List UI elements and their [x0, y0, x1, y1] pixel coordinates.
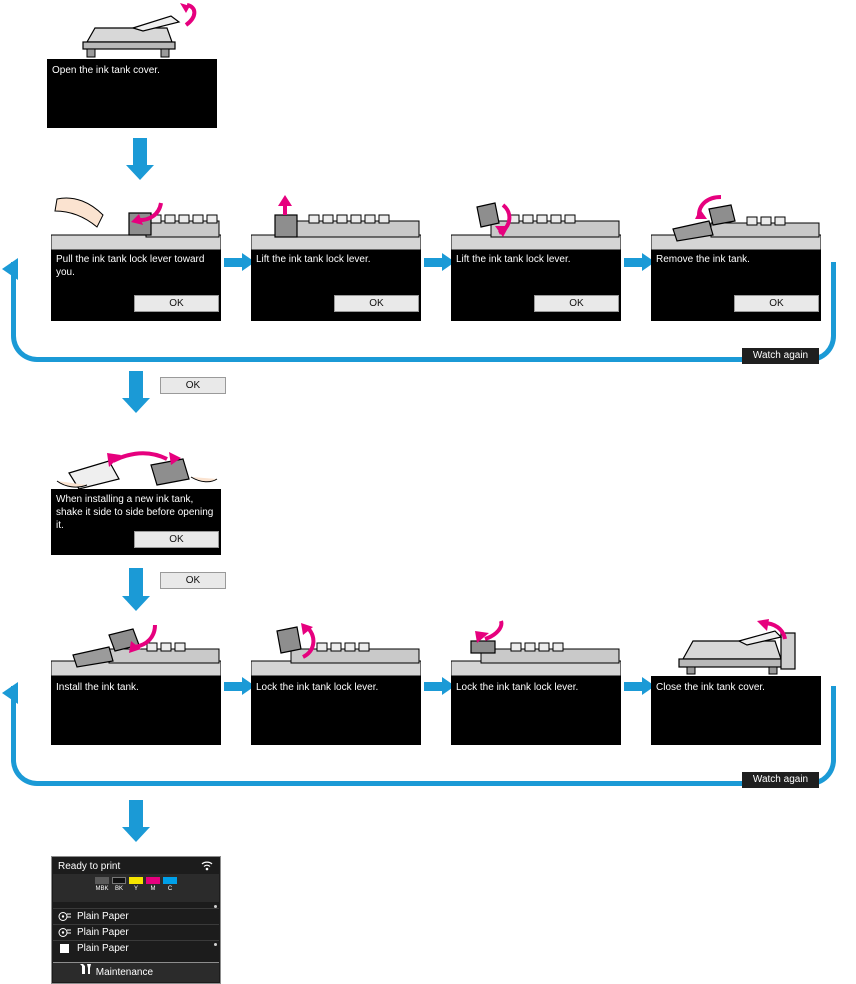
arrow-down-1: [133, 138, 147, 166]
ok-button-lift-lever-b[interactable]: OK: [534, 295, 619, 312]
watch-again-row2[interactable]: Watch again: [742, 772, 819, 788]
ink-label-y: Y: [133, 886, 138, 892]
illustration-remove-tank: [651, 193, 821, 250]
arrow-down-3: [129, 568, 143, 597]
ok-badge-1[interactable]: OK: [160, 377, 226, 394]
illustration-lock-lever-b: [451, 619, 621, 676]
status-row-label-2: Plain Paper: [77, 927, 129, 938]
loop-path-row1: [11, 262, 836, 362]
illustration-shake-tank: [51, 451, 221, 489]
step-caption-close-cover: Close the ink tank cover.: [656, 682, 765, 693]
ok-button-lift-lever-a[interactable]: OK: [334, 295, 419, 312]
ok-badge-2[interactable]: OK: [160, 572, 226, 589]
illustration-lift-lever-b: [451, 193, 621, 250]
ink-labels: [95, 886, 177, 892]
illustration-pull-lever: [51, 193, 221, 250]
illustration-open-cover: [47, 2, 217, 59]
illustration-install-tank: [51, 619, 221, 676]
wifi-icon: [200, 860, 214, 874]
printer-status-screen[interactable]: [51, 856, 221, 984]
step-caption-install-tank: Install the ink tank.: [56, 682, 139, 693]
step-caption-lock-lever-a: Lock the ink tank lock lever.: [256, 682, 379, 693]
status-row-roll-1[interactable]: [53, 908, 219, 924]
ink-bar-c: [163, 877, 177, 884]
ink-bar-m: [146, 877, 160, 884]
arrow-down-4: [129, 800, 143, 828]
status-row-sheet[interactable]: [53, 940, 219, 956]
ink-label-mbk: MBK: [95, 886, 109, 892]
ink-bar-mbk: [95, 877, 109, 884]
roll-paper-icon: [58, 927, 72, 939]
ink-level-area: [53, 874, 219, 902]
status-row-label-3: Plain Paper: [77, 943, 129, 954]
ok-button-shake-tank[interactable]: OK: [134, 531, 219, 548]
ink-label-bk: BK: [114, 886, 123, 892]
ink-bar-bk: [112, 877, 126, 884]
watch-again-row1[interactable]: Watch again: [742, 348, 819, 364]
status-row-label-1: Plain Paper: [77, 911, 129, 922]
status-title: Ready to print: [58, 861, 121, 872]
step-panel-open-cover[interactable]: [47, 2, 217, 128]
step-caption-open-cover: Open the ink tank cover.: [52, 65, 160, 76]
roll-paper-icon: [58, 911, 72, 923]
ink-bar-y: [129, 877, 143, 884]
illustration-lock-lever-a: [251, 619, 421, 676]
step-panel-shake-tank[interactable]: [51, 451, 221, 555]
status-row-roll-2[interactable]: [53, 924, 219, 940]
ok-button-pull-lever[interactable]: OK: [134, 295, 219, 312]
step-caption-lock-lever-b: Lock the ink tank lock lever.: [456, 682, 579, 693]
step-caption-pull-lever: Pull the ink tank lock lever toward you.: [56, 254, 205, 278]
arrow-down-2: [129, 371, 143, 399]
ink-level-bars: [95, 877, 177, 884]
maintenance-icon: [79, 967, 96, 978]
maintenance-label: Maintenance: [95, 967, 154, 978]
ink-label-c: C: [167, 886, 173, 892]
step-caption-lift-lever-a: Lift the ink tank lock lever.: [256, 254, 371, 265]
maintenance-button[interactable]: [53, 962, 219, 982]
cut-sheet-icon: [58, 943, 72, 955]
step-caption-lift-lever-b: Lift the ink tank lock lever.: [456, 254, 571, 265]
step-caption-remove-tank: Remove the ink tank.: [656, 254, 750, 265]
ok-button-remove-tank[interactable]: OK: [734, 295, 819, 312]
illustration-close-cover: [651, 619, 821, 676]
ink-label-m: M: [150, 886, 156, 892]
illustration-lift-lever-a: [251, 193, 421, 250]
loop-path-row2: [11, 686, 836, 786]
step-caption-shake-tank: When installing a new ink tank, shake it side to side before opening it.: [56, 494, 214, 531]
